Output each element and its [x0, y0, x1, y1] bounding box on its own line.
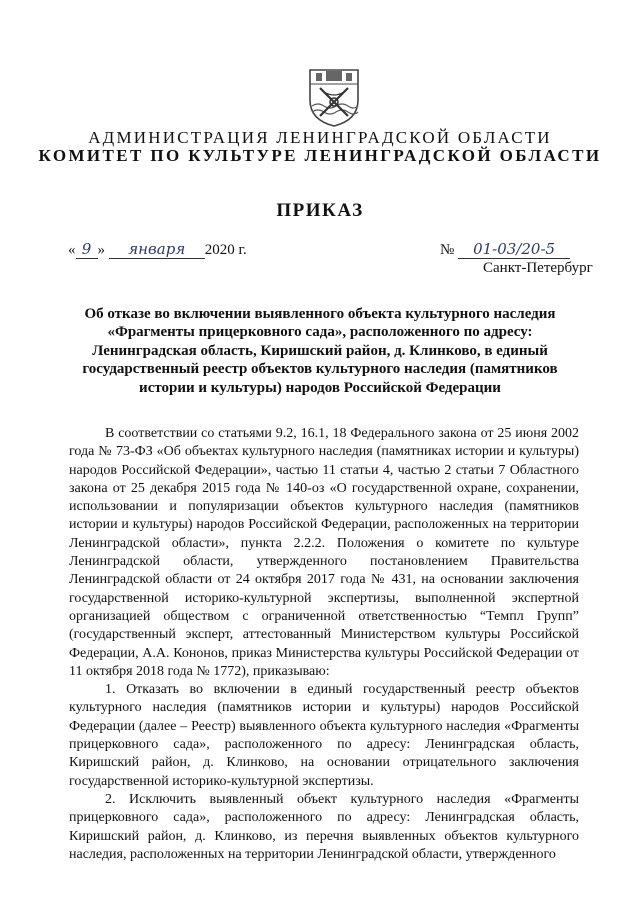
- date-day-handwritten: 9: [76, 240, 98, 259]
- date-quote-close: »: [97, 242, 105, 258]
- number-prefix: №: [440, 242, 455, 258]
- org-name-committee: КОМИТЕТ ПО КУЛЬТУРЕ ЛЕНИНГРАДСКОЙ ОБЛАСТИ: [38, 146, 602, 165]
- number-handwritten: 01-03/20-5: [458, 240, 570, 259]
- order-body: [69, 425, 579, 864]
- city-name: Санкт-Петербург: [483, 260, 593, 276]
- date-quote-open: «: [68, 242, 76, 258]
- body-paragraph: В соответствии со статьями 9.2, 16.1, 18 Федерального закона от 25 июня 2002 года № 73-ФЗ «Об объектах культурного наследия (памятниках истории и культуры) народов Российской Федерации», частью 11 статьи 4, частью 2 статьи 7 Областного закона от 25 декабря 2015 года № 140-оз «О государственной охране, сохранении, использовании и популяризации объектов культурного наследия (памятников истории и культуры) народов Российской Федерации, расположенных на территории Ленинградской области», пункта 2.2.2. Положения о комитете по культуре Ленинградской области, утвержденного постановлением Правительства Ленинградской области от 24 октября 2017 года № 431, на основании заключения государственной историко-культурной экспертизы, выполненной экспертной организацией обществом с ограниченной ответственностью “Темпл Групп” (государственный эксперт, аттестованный Министерством культуры Российской Федерации, А.А. Кононов, приказ Министерства культуры Российской Федерации от 11 октября 2018 года № 1772), приказываю:: [69, 426, 579, 679]
- date-month-handwritten: января: [109, 240, 205, 259]
- order-title: Об отказе во включении выявленного объекта культурного наследия «Фрагменты прицерковного сада», расположенного по адресу: Ленинградская область, Киришский район, д. Клинково, в единый государственный реестр объектов культурного наследия (памятников истории и культуры) народов Российской Федерации: [82, 306, 558, 396]
- body-paragraph: 1. Отказать во включении в единый государственный реестр объектов культурного наследия (памятников истории и культуры) народов Российской Федерации (далее – Реестр) выявленного объекта культурного наследия «Фрагменты прицерковного сада», расположенного по адресу: Ленинградская область, Киришский район, д. Клинково, на основании отрицательного заключения государственной историко-культурной экспертизы.: [69, 682, 579, 789]
- org-name-administration: АДМИНИСТРАЦИЯ ЛЕНИНГРАДСКОЙ ОБЛАСТИ: [88, 128, 552, 147]
- document-date: [68, 240, 247, 259]
- coat-of-arms-icon: [306, 66, 362, 128]
- document-type-heading: ПРИКАЗ: [276, 200, 364, 221]
- document-number: [440, 240, 570, 259]
- body-paragraph: 2. Исключить выявленный объект культурного наследия «Фрагменты прицерковного сада», расположенного по адресу: Ленинградская область, Киришский район, д. Клинково, из перечня выявленных объектов культурного наследия, расположенных на территории Ленинградской области, утвержденного: [69, 791, 579, 862]
- date-year: 2020 г.: [204, 242, 247, 258]
